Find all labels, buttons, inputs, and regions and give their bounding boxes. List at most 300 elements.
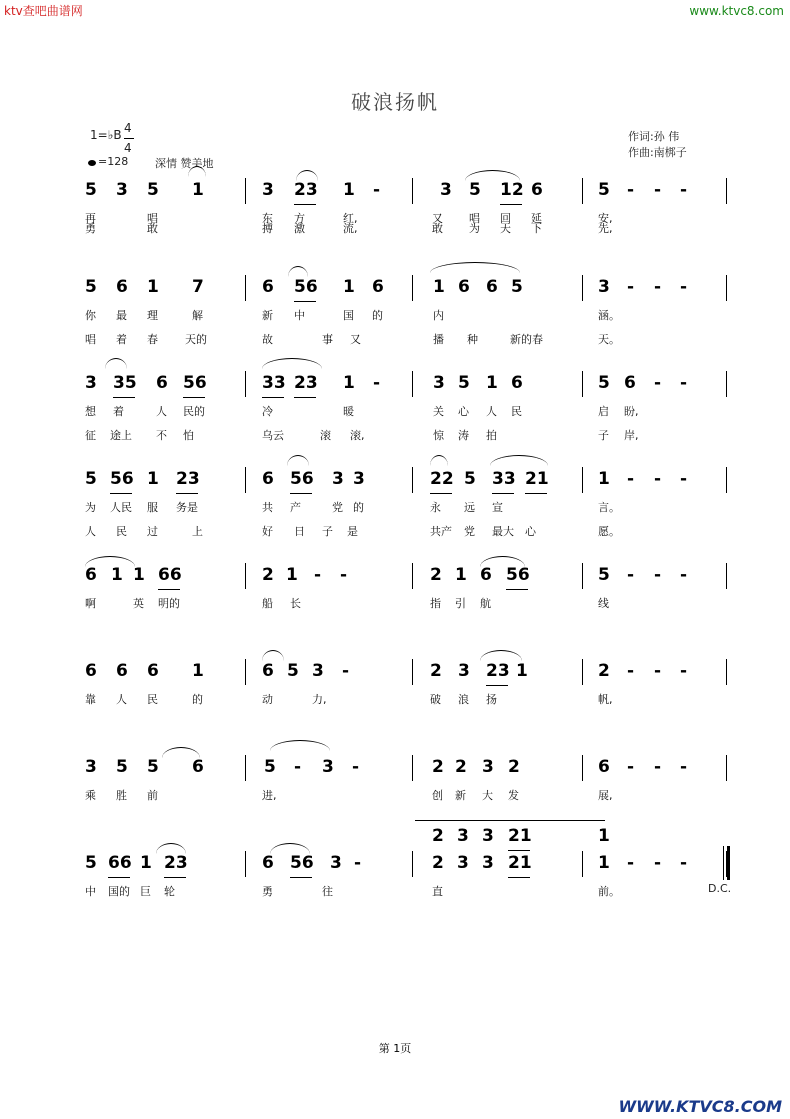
note: 1 [598,853,610,873]
note: - [654,565,662,585]
bar-line [245,178,246,204]
note: 3 [330,853,342,873]
note: 6 [262,661,274,681]
note: - [627,661,635,681]
lyric-line1: 启 [598,405,609,418]
lyric-line2: 党 [464,525,475,538]
lyric-line1: 引 [455,597,466,610]
bar-line [582,851,583,877]
lyric-line1: 党 [332,501,343,514]
note: 56 [290,853,314,873]
note: - [373,373,381,393]
note: 2 [455,757,467,777]
note: 2 [508,757,520,777]
note: 5 [464,469,476,489]
note: 56 [290,469,314,489]
lyric-line1: 红, [343,212,358,225]
note: - [373,180,381,200]
bar-line [412,851,413,877]
lyric-line2: 不 [156,429,167,442]
note: - [340,565,348,585]
note: 1 [343,373,355,393]
note: 5 [458,373,470,393]
lyricist-credit: 作词:孙 伟 [628,130,680,143]
lyric-line2: 事 [322,333,333,346]
bar-line [726,178,727,204]
note: 2 [430,565,442,585]
lyric-line2: 滚, [350,429,365,442]
alt-note: 3 [482,826,494,846]
note: 2 [262,565,274,585]
note: 6 [147,661,159,681]
lyric-line1: 啊 [85,597,96,610]
final-bar-thick [727,846,730,880]
lyric-line2: 人 [85,525,96,538]
lyric-line1: 中 [294,309,305,322]
lyric-line2: 怕 [183,429,194,442]
lyric-line2: 民 [116,525,127,538]
beam-underline [430,493,452,494]
lyric-line2: 天的 [185,333,207,346]
lyric-line1: 新 [262,309,273,322]
lyric-line2: 子 [322,525,333,538]
lyric-line1: 英 [133,597,144,610]
lyric-line2: 激 [294,222,305,235]
note: 5 [598,180,610,200]
note: 5 [264,757,276,777]
tempo-mark: =128 [98,155,129,168]
lyric-line2: 子 [598,429,609,442]
lyric-line1: 进, [262,789,277,802]
bar-line [245,851,246,877]
note: 3 [332,469,344,489]
note: 1 [598,469,610,489]
beam-underline [183,397,205,398]
note: - [654,853,662,873]
note: 1 [192,180,204,200]
note: 3 [116,180,128,200]
lyric-line2: 过 [147,525,158,538]
lyric-line2: 敢 [432,222,443,235]
lyric-line2: 好 [262,525,273,538]
note: 3 [85,757,97,777]
note: - [680,277,688,297]
lyric-line1: 人 [116,693,127,706]
lyric-line1: 涵。 [598,309,620,322]
lyric-line1: 你 [85,309,96,322]
beam-underline [290,493,312,494]
note: 6 [262,469,274,489]
bar-line [726,563,727,589]
beam-underline [525,493,547,494]
note: 12 [500,180,524,200]
lyric-line2: 搏 [262,222,273,235]
lyric-line1: 力, [312,693,327,706]
note: - [627,277,635,297]
lyric-line2: 勇 [85,222,96,235]
lyric-line1: 发 [508,789,519,802]
expression-mark: 深情 赞美地 [155,157,214,170]
note: - [680,373,688,393]
lyric-line1: 内 [433,309,444,322]
note: 5 [116,757,128,777]
slur-arc [270,740,330,751]
lyric-line1: 着 [113,405,124,418]
bar-line [245,659,246,685]
lyric-line1: 长 [290,597,301,610]
lyric-line2: 是 [347,525,358,538]
lyric-line2: 先, [598,222,613,235]
lyric-line1: 远 [464,501,475,514]
note: 2 [598,661,610,681]
bar-line [582,371,583,397]
note: - [654,277,662,297]
lyric-line2: 乌云 [262,429,284,442]
bar-line [412,275,413,301]
lyric-line1: 民的 [183,405,205,418]
lyric-line1: 理 [147,309,158,322]
note: 56 [110,469,134,489]
time-signature-bottom: 4 [124,141,132,155]
note: 1 [343,180,355,200]
note: - [654,757,662,777]
slur-arc [270,843,310,854]
note: 1 [111,565,123,585]
lyric-line1: 乘 [85,789,96,802]
note: 3 [353,469,365,489]
note: 1 [516,661,528,681]
lyric-line1: 务是 [176,501,198,514]
note: - [627,757,635,777]
beam-underline [262,397,284,398]
note: 1 [147,469,159,489]
lyric-line1: 服 [147,501,158,514]
note: 6 [458,277,470,297]
note: 23 [176,469,200,489]
note: 5 [85,277,97,297]
note: - [314,565,322,585]
lyric-line1: 的 [353,501,364,514]
lyric-line2: 流, [343,222,358,235]
note: 5 [85,469,97,489]
bar-line [245,275,246,301]
note: 5 [511,277,523,297]
lyric-line1: 破 [430,693,441,706]
note: 21 [525,469,549,489]
note: 5 [469,180,481,200]
lyric-line1: 人 [156,405,167,418]
lyric-line1: 浪 [458,693,469,706]
note: 6 [85,661,97,681]
lyric-line1: 产 [290,501,301,514]
beam-underline [164,877,186,878]
note: 3 [262,180,274,200]
note: 1 [147,277,159,297]
slur-arc [465,170,520,181]
lyric-line1: 人民 [110,501,132,514]
bar-line [245,755,246,781]
beam-underline [290,877,312,878]
bar-line [412,178,413,204]
note: - [680,661,688,681]
bar-line [726,659,727,685]
beam-underline [486,685,508,686]
key-signature: 1=♭B [90,128,122,142]
song-title: 破浪扬帆 [351,90,439,114]
site-watermark-left[interactable]: ktv查吧曲谱网 [4,4,83,18]
lyric-line2: 下 [531,222,542,235]
composer-credit: 作曲:南梆子 [628,146,687,159]
lyric-line2: 着 [116,333,127,346]
slur-arc [262,650,284,661]
lyric-line2: 天 [500,222,511,235]
lyric-line1: 指 [430,597,441,610]
note: 7 [192,277,204,297]
lyric-line1: 为 [85,501,96,514]
lyric-line1: 唱 [147,212,158,225]
note: 56 [506,565,530,585]
lyric-line1: 国 [343,309,354,322]
note: 66 [158,565,182,585]
note: - [627,469,635,489]
note: 6 [598,757,610,777]
lyric-line1: 航 [480,597,491,610]
beam-underline [176,493,198,494]
lyric-line2: 新的春 [510,333,543,346]
time-signature-rule [124,138,134,139]
note: 5 [598,565,610,585]
note: 1 [455,565,467,585]
lyric-line1: 宣 [492,501,503,514]
lyric-line1: 冷 [262,405,273,418]
lyric-line2: 滚 [320,429,331,442]
lyric-line1: 靠 [85,693,96,706]
lyric-line1: 安, [598,212,613,225]
note: - [654,469,662,489]
note: 3 [312,661,324,681]
lyric-line1: 人 [486,405,497,418]
bar-line [245,563,246,589]
note: 56 [183,373,207,393]
note: - [680,469,688,489]
note: 3 [458,661,470,681]
beam-underline [108,877,130,878]
lyric-line2: 征 [85,429,96,442]
note: - [294,757,302,777]
note: - [680,853,688,873]
note: 5 [85,853,97,873]
note: 23 [486,661,510,681]
bar-line [412,371,413,397]
lyric-line1: 盼, [624,405,639,418]
note: - [627,853,635,873]
note: 23 [164,853,188,873]
note: 1 [192,661,204,681]
beam-underline [492,493,514,494]
lyric-line1: 新 [455,789,466,802]
note: - [627,180,635,200]
lyric-line2: 春 [147,333,158,346]
note: - [654,180,662,200]
lyric-line1: 巨 [140,885,151,898]
note: 1 [286,565,298,585]
bar-line [582,467,583,493]
bar-line [245,467,246,493]
lyric-line1: 的 [372,309,383,322]
lyric-line1: 往 [322,885,333,898]
note: 3 [433,373,445,393]
note: 2 [432,853,444,873]
lyric-line1: 心 [458,405,469,418]
lyric-line1: 民 [147,693,158,706]
lyric-line1: 创 [432,789,443,802]
note: 5 [147,757,159,777]
bar-line [582,178,583,204]
slur-arc [296,170,318,181]
lyric-line1: 国的 [108,885,130,898]
lyric-line1: 关 [433,405,444,418]
note: 2 [432,757,444,777]
lyric-line2: 日 [294,525,305,538]
lyric-line2: 天。 [598,333,620,346]
alt-note: 3 [457,826,469,846]
note: 6 [624,373,636,393]
slur-arc [262,358,322,369]
note: - [654,373,662,393]
beam-underline [508,877,530,878]
note: 35 [113,373,137,393]
lyric-line2: 岸, [624,429,639,442]
lyric-line2: 敢 [147,222,158,235]
note: 2 [430,661,442,681]
footer-brand[interactable]: WWW.KTVC8.COM [618,1097,782,1116]
note: 21 [508,853,532,873]
note: 56 [294,277,318,297]
note: 1 [433,277,445,297]
note: 6 [192,757,204,777]
lyric-line2: 又 [350,333,361,346]
slur-arc [105,358,127,369]
note: - [680,757,688,777]
bar-line [412,467,413,493]
bar-line [582,275,583,301]
lyric-line1: 延 [531,212,542,225]
bar-line [726,371,727,397]
note: 6 [262,277,274,297]
bar-line [582,659,583,685]
lyric-line1: 又 [432,212,443,225]
lyric-line2: 种 [467,333,478,346]
lyric-line1: 胜 [116,789,127,802]
site-watermark-right[interactable]: www.ktvc8.com [689,4,784,18]
beam-underline [113,397,135,398]
beam-underline [294,301,316,302]
note: - [654,661,662,681]
lyric-line1: 展, [598,789,613,802]
lyric-line2: 惊 [433,429,444,442]
lyric-line1: 帆, [598,693,613,706]
slur-arc [430,455,448,466]
beam-underline [294,397,316,398]
dc-mark: D.C. [708,882,732,895]
note: 6 [511,373,523,393]
note: 6 [156,373,168,393]
lyric-line1: 东 [262,212,273,225]
lyric-line1: 的 [192,693,203,706]
lyric-line1: 暖 [343,405,354,418]
alt-note: 21 [508,826,532,846]
lyric-line1: 船 [262,597,273,610]
note: 23 [294,180,318,200]
note: 3 [85,373,97,393]
lyric-line2: 拍 [486,429,497,442]
lyric-line2: 涛 [458,429,469,442]
lyric-line1: 动 [262,693,273,706]
lyric-line1: 明的 [158,597,180,610]
note: - [680,180,688,200]
bar-line [582,755,583,781]
lyric-line1: 勇 [262,885,273,898]
note: 5 [147,180,159,200]
note: 3 [457,853,469,873]
lyric-line1: 中 [85,885,96,898]
bar-line [412,659,413,685]
note: - [352,757,360,777]
slur-arc [85,556,135,567]
lyric-line2: 共产 [430,525,452,538]
note: 5 [598,373,610,393]
note: 6 [116,661,128,681]
lyric-line2: 最大 [492,525,514,538]
lyric-line2: 故 [262,333,273,346]
note: 33 [262,373,286,393]
note: 5 [287,661,299,681]
lyric-line1: 最 [116,309,127,322]
final-bar-thin [723,846,724,880]
slur-arc [490,455,548,466]
lyric-line1: 线 [598,597,609,610]
lyric-line2: 为 [469,222,480,235]
quarter-note-icon [88,160,96,166]
note: - [627,565,635,585]
bar-line [582,563,583,589]
lyric-line1: 扬 [486,693,497,706]
note: 6 [116,277,128,297]
lyric-line2: 心 [525,525,536,538]
note: 1 [140,853,152,873]
lyric-line1: 大 [482,789,493,802]
lyric-line1: 回 [500,212,511,225]
lyric-line1: 想 [85,405,96,418]
note: 33 [492,469,516,489]
page-number: 第 1页 [378,1042,412,1055]
note: 1 [133,565,145,585]
lyric-line1: 直 [432,885,443,898]
note: 3 [482,853,494,873]
bar-line [245,371,246,397]
note: 5 [85,180,97,200]
note: - [342,661,350,681]
lyric-line2: 唱 [85,333,96,346]
beam-underline [110,493,132,494]
note: 3 [440,180,452,200]
lyric-line1: 永 [430,501,441,514]
note: 3 [598,277,610,297]
lyric-line1: 前 [147,789,158,802]
note: 6 [531,180,543,200]
note: 66 [108,853,132,873]
note: 3 [322,757,334,777]
